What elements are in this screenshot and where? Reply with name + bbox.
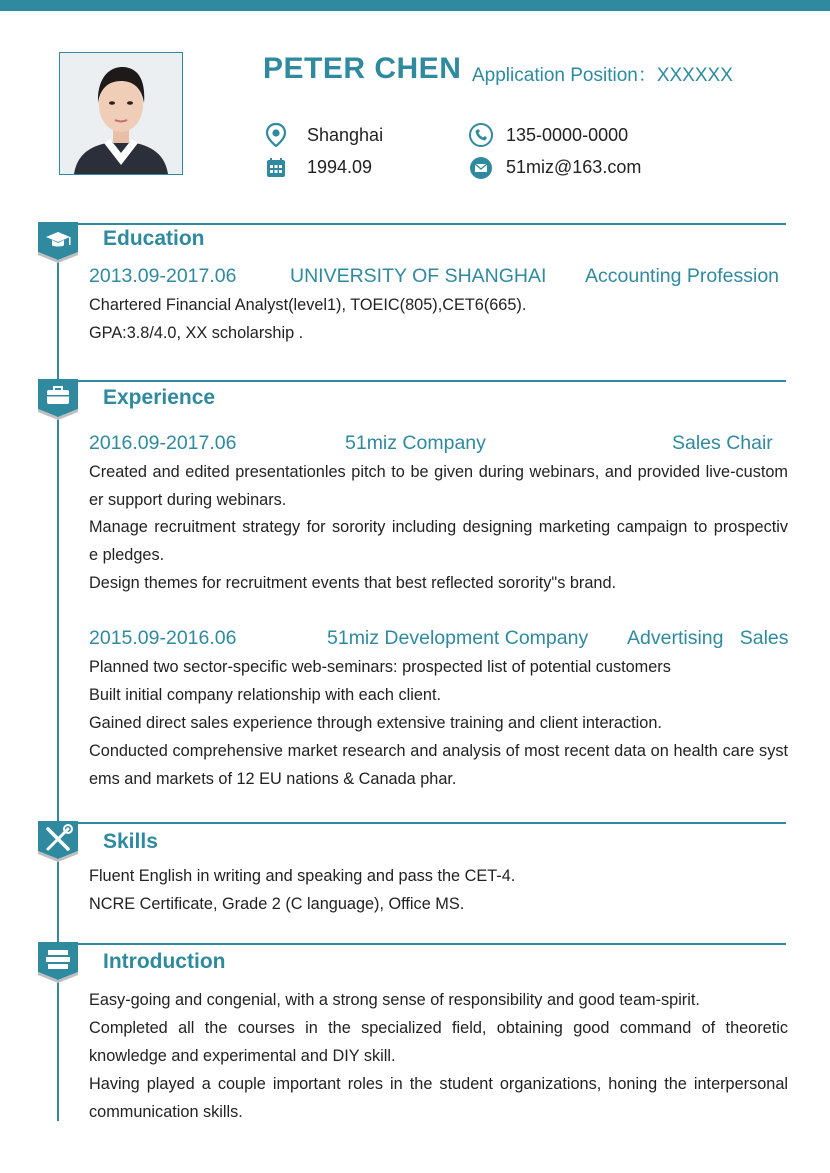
phone-icon [468,122,494,148]
introduction-title: Introduction [103,950,226,973]
calendar-icon [263,155,289,181]
introduction-line: Having played a couple important roles in the student organizations, honing the interpersonal [89,1075,788,1093]
application-position: Application Position：XXXXXX [472,65,733,86]
top-accent-bar [0,0,830,11]
briefcase-icon [37,379,79,421]
birth-date-text: 1994.09 [307,157,373,177]
job-company: 51miz Development Company [327,627,589,649]
job-role: Sales Chair [672,432,773,454]
education-major: Accounting Profession [585,265,780,287]
education-period: 2013.09-2017.06 [89,265,237,287]
job-line: Gained direct sales experience through extensive training and client interaction. [89,714,662,732]
job-period: 2015.09-2016.06 [89,627,237,649]
introduction-line: Completed all the courses in the specialized field, obtaining good command of theoretic [89,1019,788,1037]
introduction-line: Easy-going and congenial, with a strong sense of responsibility and good team-spirit. [89,991,700,1009]
graduation-cap-icon [37,222,79,264]
skills-line: Fluent English in writing and speaking and pass the CET-4. [89,867,516,885]
job-company: 51miz Company [345,432,486,454]
job-line: Planned two sector-specific web-seminars: prospected list of potential customers [89,658,671,676]
experience-divider [57,380,786,382]
education-divider [57,223,786,225]
phone-number: 135-0000-0000 [506,125,629,145]
books-icon [37,942,79,984]
education-line: Chartered Financial Analyst(level1), TOEIC(805),CET6(665). [89,296,527,314]
candidate-name: PETER CHEN [263,52,462,85]
job-line: ems and markets of 12 EU nations & Canada phar. [89,770,457,788]
education-school: UNIVERSITY OF SHANGHAI [290,265,547,287]
job-line: Manage recruitment strategy for sorority including designing marketing campaign to prospectiv [89,518,788,536]
job-line: Created and edited presentationles pitch to be given during webinars, and provided live-custom [89,463,788,481]
experience-title: Experience [103,386,216,409]
tools-icon [37,821,79,863]
introduction-line: communication skills. [89,1103,243,1121]
job-line: Built initial company relationship with each client. [89,686,442,704]
location-text: Shanghai [307,125,384,145]
skills-title: Skills [103,830,158,853]
introduction-divider [57,943,786,945]
skills-divider [57,822,786,824]
job-period: 2016.09-2017.06 [89,432,237,454]
education-line: GPA:3.8/4.0, XX scholarship . [89,324,304,342]
job-line: er support during webinars. [89,491,287,509]
portrait-image [60,53,182,174]
education-title: Education [103,227,205,250]
introduction-line: knowledge and experimental and DIY skill. [89,1047,396,1065]
job-line: e pledges. [89,546,165,564]
job-role: Advertising Sales [627,627,789,649]
email-icon [468,155,494,181]
email-address: 51miz@163.com [506,157,642,177]
profile-photo [59,52,183,175]
location-pin-icon [263,122,289,148]
job-line: Design themes for recruitment events that best reflected sorority"s brand. [89,574,617,592]
skills-line: NCRE Certificate, Grade 2 (C language), Office MS. [89,895,465,913]
job-line: Conducted comprehensive market research and analysis of most recent data on health care syst [89,742,788,760]
